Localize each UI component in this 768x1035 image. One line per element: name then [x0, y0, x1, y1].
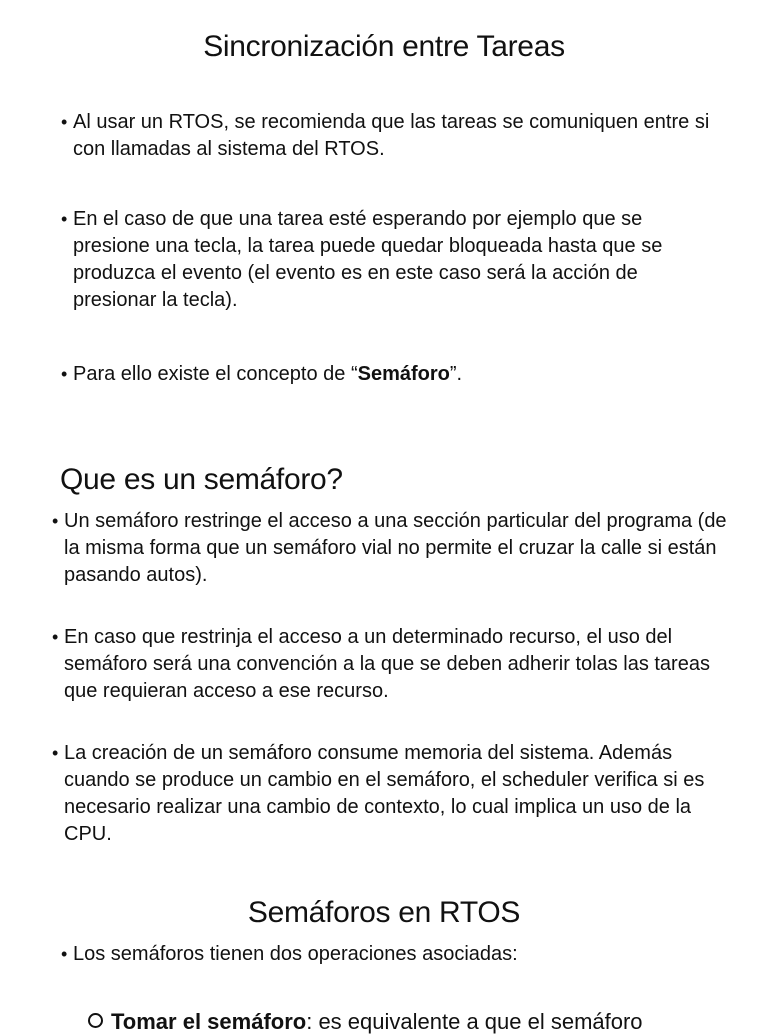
bullet-dot-icon: • [61, 209, 68, 229]
bullet-dot-icon: • [52, 511, 59, 531]
bullet-text: Un semáforo restringe el acceso a una sección particular del programa (de la misma forma que un semáforo vial no permite el cruzar la calle si están pasando autos). [64, 510, 727, 586]
sub-bullet-text: : es equivalente a que el semáforo [306, 1009, 643, 1034]
slide1-title: Sincronización entre Tareas [203, 30, 565, 63]
bullet-text: En el caso de que una tarea esté esperando por ejemplo que se presione una tecla, la tarea puede quedar bloqueada hasta que se produzca el evento (el evento es en este caso será la acción de presionar la tecla). [73, 208, 663, 311]
bullet-text: Los semáforos tienen dos operaciones asociadas: [73, 943, 518, 965]
bullet-dot-icon: • [52, 627, 59, 647]
bullet-text: En caso que restrinja el acceso a un determinado recurso, el uso del semáforo será una convención a la que se deben adherir tolas las tareas que requieran acceso a ese recurso. [64, 626, 710, 702]
bullet-dot-icon: • [61, 364, 68, 384]
bullet-text: Al usar un RTOS, se recomienda que las tareas se comuniquen entre si con llamadas al sistema del RTOS. [73, 111, 710, 160]
slide2-bullet-3 [52, 740, 732, 848]
hollow-circle-bullet-icon [88, 1013, 103, 1028]
bullet-text-prefix: Para ello existe el concepto de “ [73, 363, 358, 385]
bullet-dot-icon: • [61, 944, 68, 964]
slide1-bullet-2 [61, 206, 713, 314]
slide3-sub-bullet-1 [88, 1008, 643, 1035]
slide3-bullet-1 [61, 941, 713, 968]
slide3-title: Semáforos en RTOS [247, 896, 521, 929]
bullet-text [73, 361, 713, 388]
sub-bullet-term: Tomar el semáforo [111, 1009, 307, 1034]
slide1-bullet-1 [61, 109, 713, 163]
slide2-bullet-1 [52, 508, 732, 589]
bullet-dot-icon: • [52, 743, 59, 763]
bullet-text-suffix: ”. [449, 363, 463, 385]
bullet-dot-icon: • [61, 112, 68, 132]
slide2-title: Que es un semáforo? [60, 463, 343, 496]
slide2-bullet-2 [52, 624, 732, 705]
bullet-text-bold: Semáforo [357, 363, 450, 385]
bullet-text: La creación de un semáforo consume memoria del sistema. Además cuando se produce un cambio en el semáforo, el scheduler verifica si es necesario realizar una cambio de contexto, lo cual implica un uso de la CPU. [64, 742, 705, 845]
slide1-bullet-3 [61, 361, 713, 388]
